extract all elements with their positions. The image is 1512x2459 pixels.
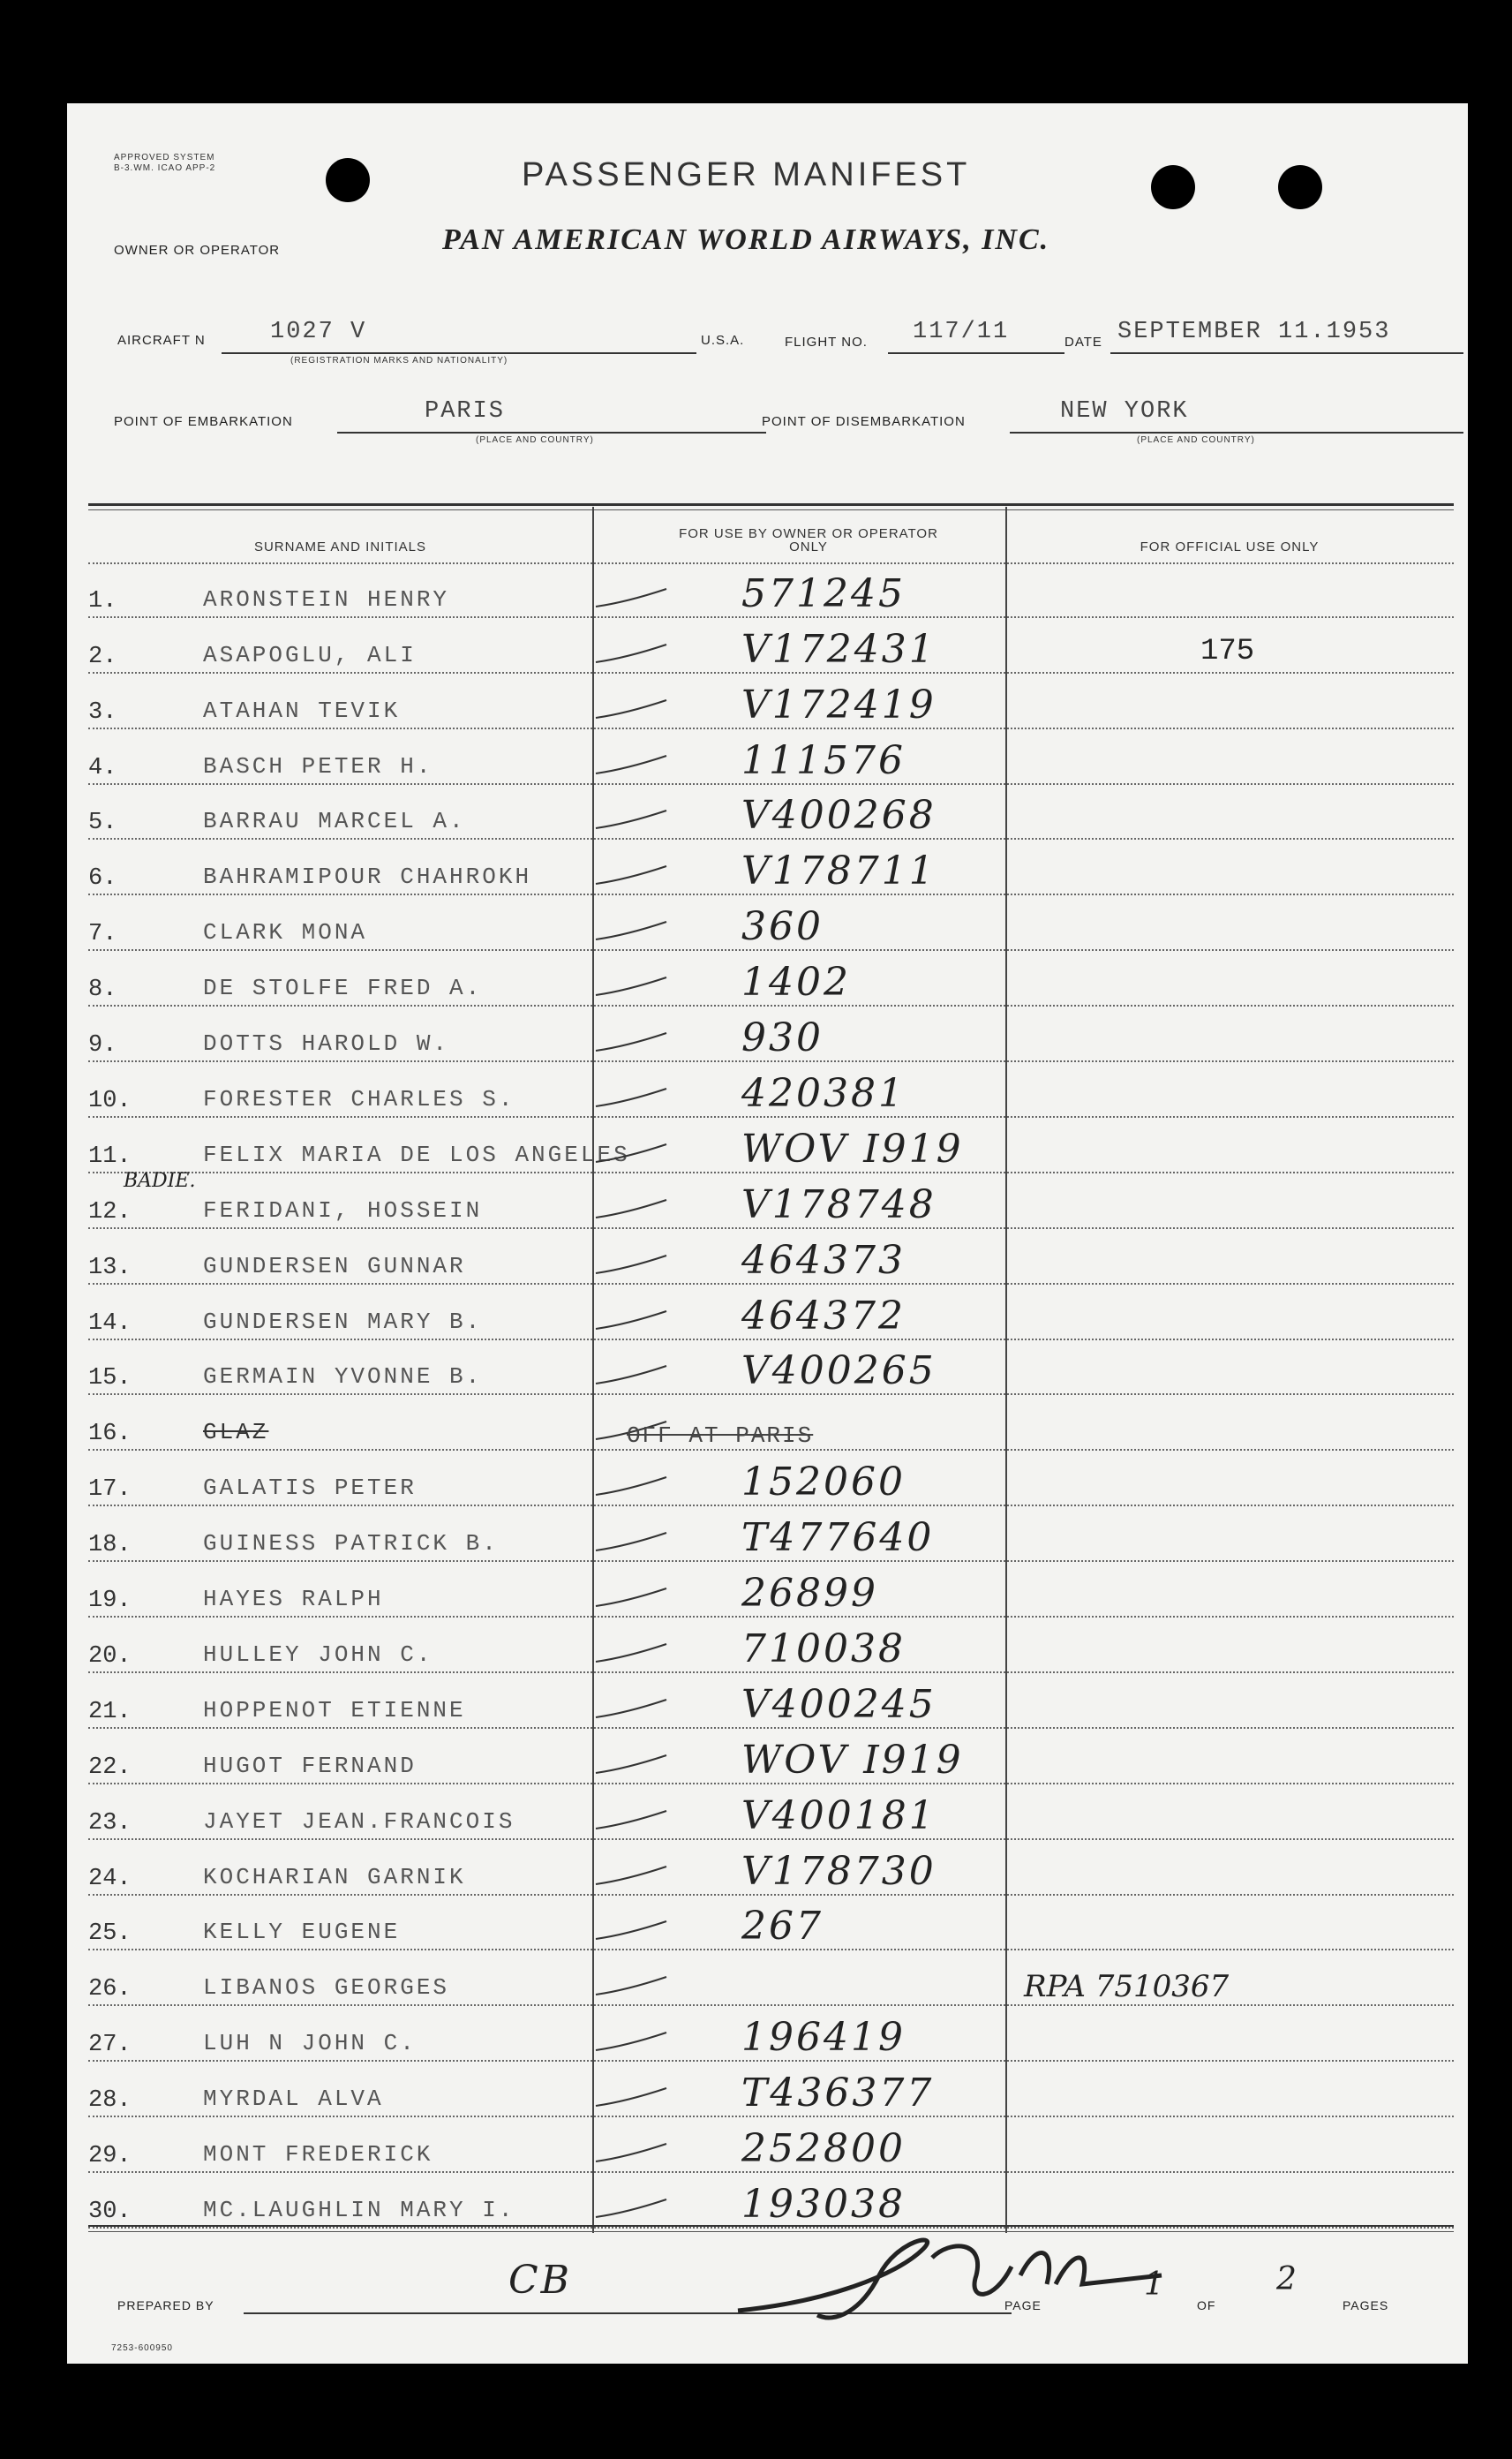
passenger-name: CLARK MONA [203, 919, 368, 947]
passenger-row [88, 1396, 1454, 1452]
passenger-row [88, 1229, 1454, 1285]
row-number: 11. [88, 1143, 132, 1170]
passenger-row [88, 729, 1454, 785]
column-header-official-use: FOR OFFICIAL USE ONLY [1140, 539, 1320, 554]
check-mark-icon [591, 1029, 671, 1055]
row-number: 13. [88, 1254, 132, 1281]
date-value: SEPTEMBER 11.1953 [1117, 319, 1391, 345]
passenger-name: GALATIS PETER [203, 1475, 417, 1502]
passport-number: 1402 [741, 960, 851, 1006]
passport-number: V178711 [741, 849, 937, 894]
row-number: 21. [88, 1698, 132, 1725]
check-mark-icon [591, 1084, 671, 1111]
passenger-row [88, 562, 1454, 618]
row-number: 24. [88, 1865, 132, 1892]
check-mark-icon [591, 1695, 671, 1722]
check-mark-icon [591, 973, 671, 999]
passport-number: T436377 [741, 2071, 935, 2116]
check-mark-icon [591, 1640, 671, 1666]
handwritten-note: BADIE. [124, 1169, 196, 1192]
check-mark-icon [591, 585, 671, 611]
passport-number: 710038 [741, 1626, 906, 1671]
passenger-row [88, 1285, 1454, 1340]
passport-number: 464373 [741, 1237, 906, 1283]
check-mark-icon [591, 751, 671, 778]
passenger-row [88, 2006, 1454, 2062]
passenger-name: JAYET JEAN.FRANCOIS [203, 1807, 515, 1835]
passport-number: V400181 [741, 1792, 937, 1838]
passenger-row [88, 1340, 1454, 1396]
column-header-surname: SURNAME AND INITIALS [253, 539, 427, 554]
row-number: 5. [88, 810, 117, 837]
check-mark-icon [591, 1362, 671, 1388]
form-code: 7253-600950 [111, 2343, 173, 2353]
passenger-row [88, 1562, 1454, 1618]
passport-number: V400245 [741, 1681, 937, 1727]
passenger-row [88, 1951, 1454, 2007]
check-mark-icon [591, 917, 671, 944]
pages-label: PAGES [1343, 2298, 1389, 2312]
row-number: 19. [88, 1588, 132, 1615]
passenger-name: HUGOT FERNAND [203, 1752, 417, 1779]
passenger-row [88, 1506, 1454, 1562]
passenger-name: FERIDANI, HOSSEIN [203, 1196, 483, 1224]
passenger-name: BASCH PETER H. [203, 752, 433, 780]
row-number: 25. [88, 1920, 132, 1948]
passenger-row [88, 1896, 1454, 1951]
passenger-row [88, 951, 1454, 1007]
passport-number: V178748 [741, 1181, 937, 1227]
row-number: 27. [88, 2032, 132, 2059]
passport-number: 196419 [741, 2015, 906, 2061]
row-number: 10. [88, 1087, 132, 1114]
row-number: 29. [88, 2143, 132, 2170]
row-number: 18. [88, 1532, 132, 1559]
check-mark-icon [591, 1862, 671, 1889]
passenger-name: HOPPENOT ETIENNE [203, 1696, 466, 1724]
row-number: 2. [88, 643, 117, 670]
passport-number: T477640 [741, 1515, 935, 1561]
check-mark-icon [591, 1251, 671, 1278]
passport-number: 267 [741, 1904, 824, 1950]
passenger-row [88, 1007, 1454, 1062]
row-number: 28. [88, 2087, 132, 2115]
passport-number: V172419 [741, 682, 937, 728]
passenger-name: FORESTER CHARLES S. [203, 1085, 515, 1113]
signature [720, 2222, 1179, 2337]
check-mark-icon [591, 806, 671, 833]
passenger-name: LIBANOS GEORGES [203, 1974, 450, 2002]
check-mark-icon [591, 1751, 671, 1777]
check-mark-icon [591, 696, 671, 722]
passport-number: OFF AT PARIS [627, 1422, 814, 1450]
row-number: 30. [88, 2198, 132, 2225]
passenger-name: GUNDERSEN MARY B. [203, 1308, 483, 1335]
passenger-row [88, 785, 1454, 841]
passenger-name: MC.LAUGHLIN MARY I. [203, 2196, 515, 2223]
passenger-row [88, 1169, 1454, 1229]
check-mark-icon [591, 862, 671, 888]
passenger-row [88, 841, 1454, 896]
passport-number: V172431 [741, 626, 937, 672]
disembark-place-note: (PLACE AND COUNTRY) [1137, 435, 1255, 445]
row-number: 16. [88, 1421, 132, 1448]
passport-number: V400265 [741, 1348, 937, 1394]
registration-note: (REGISTRATION MARKS AND NATIONALITY) [290, 356, 508, 366]
aircraft-value: 1027 V [270, 319, 367, 345]
row-number: 22. [88, 1754, 132, 1781]
passenger-row [88, 1618, 1454, 1673]
check-mark-icon [591, 1140, 671, 1166]
passport-number: 930 [741, 1015, 824, 1061]
passport-number: 111576 [741, 737, 906, 783]
row-number: 20. [88, 1642, 132, 1670]
passenger-name: HAYES RALPH [203, 1586, 384, 1613]
passport-number: 360 [741, 904, 824, 950]
row-number: 12. [88, 1198, 132, 1226]
page-label: PAGE [1004, 2298, 1042, 2312]
passenger-row [88, 2117, 1454, 2173]
embark-value: PARIS [425, 398, 506, 425]
check-mark-icon [591, 1307, 671, 1333]
binder-hole-left [326, 158, 370, 202]
prepared-label: PREPARED BY [117, 2298, 214, 2312]
passenger-name: GUNDERSEN GUNNAR [203, 1252, 466, 1279]
check-mark-icon [591, 1473, 671, 1499]
passport-number: 464372 [741, 1293, 906, 1339]
row-number: 3. [88, 698, 117, 726]
check-mark-icon [591, 2139, 671, 2166]
row-number: 17. [88, 1476, 132, 1504]
passenger-row [88, 674, 1454, 729]
passenger-name: BAHRAMIPOUR CHAHROKH [203, 864, 532, 891]
passenger-name: ASAPOGLU, ALI [203, 641, 417, 668]
passport-number: 571245 [741, 570, 906, 616]
passport-number: 152060 [741, 1460, 906, 1505]
official-note: RPA 7510367 [1024, 1969, 1230, 2005]
passport-number: 26899 [741, 1571, 878, 1617]
usa-label: U.S.A. [701, 333, 745, 348]
passenger-name: BARRAU MARCEL A. [203, 808, 466, 835]
approval-stamp: APPROVED SYSTEM B-3.WM. ICAO APP-2 [114, 153, 216, 173]
passenger-row [88, 2062, 1454, 2117]
passenger-row [88, 1451, 1454, 1506]
passenger-row [88, 1118, 1454, 1173]
aircraft-label: AIRCRAFT N [117, 333, 206, 348]
row-number: 8. [88, 977, 117, 1004]
of-value: 2 [1276, 2261, 1299, 2297]
passenger-name: LUH N JOHN C. [203, 2030, 417, 2057]
check-mark-icon [591, 1196, 671, 1222]
passport-number: WOV I919 [741, 1737, 964, 1783]
passenger-name: DOTTS HAROLD W. [203, 1030, 450, 1058]
page-value: 1 [1144, 2267, 1167, 2303]
check-mark-icon [591, 640, 671, 667]
check-mark-icon [591, 2028, 671, 2055]
of-label: OF [1197, 2298, 1216, 2312]
check-mark-icon [591, 2195, 671, 2221]
date-label: DATE [1064, 335, 1102, 350]
passport-number: 193038 [741, 2181, 906, 2227]
passenger-name: ARONSTEIN HENRY [203, 585, 450, 613]
passenger-row [88, 1673, 1454, 1729]
official-note: 175 [1200, 634, 1255, 668]
binder-hole-right-2 [1278, 165, 1322, 209]
passport-number: WOV I919 [741, 1126, 964, 1172]
passenger-name: FELIX MARIA DE LOS ANGELES [203, 1141, 630, 1168]
passenger-name: GERMAIN YVONNE B. [203, 1363, 483, 1391]
passenger-name: KOCHARIAN GARNIK [203, 1863, 466, 1890]
passport-number: V178730 [741, 1848, 937, 1894]
row-number: 1. [88, 587, 117, 615]
operator-name: PAN AMERICAN WORLD AIRWAYS, INC. [442, 223, 1050, 256]
check-mark-icon [591, 1972, 671, 1999]
passenger-row [88, 2173, 1454, 2229]
row-number: 7. [88, 921, 117, 948]
disembark-label: POINT OF DISEMBARKATION [762, 414, 966, 429]
embark-place-note: (PLACE AND COUNTRY) [476, 435, 594, 445]
passenger-row [88, 1784, 1454, 1840]
passport-number: 252800 [741, 2126, 906, 2172]
passenger-name: DE STOLFE FRED A. [203, 975, 483, 1002]
passenger-row [88, 1062, 1454, 1118]
flight-value: 117/11 [913, 319, 1010, 345]
passenger-name: MYRDAL ALVA [203, 2086, 384, 2113]
passenger-name: GUINESS PATRICK B. [203, 1530, 499, 1558]
check-mark-icon [591, 2084, 671, 2110]
check-mark-icon [591, 1584, 671, 1610]
manifest-page [67, 103, 1468, 2364]
passenger-name: GLAZ [203, 1419, 269, 1446]
prepared-initials: CB [508, 2258, 572, 2303]
column-header-owner-use: FOR USE BY OWNER OR OPERATOR ONLY [679, 526, 938, 554]
passenger-name: MONT FREDERICK [203, 2141, 433, 2169]
row-number: 26. [88, 1976, 132, 2003]
row-number: 9. [88, 1032, 117, 1060]
passenger-name: HULLEY JOHN C. [203, 1641, 433, 1668]
passenger-row [88, 1729, 1454, 1784]
passenger-row [88, 895, 1454, 951]
row-number: 23. [88, 1809, 132, 1837]
passport-number: V400268 [741, 793, 937, 839]
passport-number: 420381 [741, 1070, 906, 1116]
check-mark-icon [591, 1807, 671, 1833]
row-number: 6. [88, 865, 117, 893]
passenger-row [88, 1840, 1454, 1896]
flight-label: FLIGHT NO. [785, 335, 868, 350]
binder-hole-right-1 [1151, 165, 1195, 209]
row-number: 4. [88, 754, 117, 781]
passenger-name: ATAHAN TEVIK [203, 697, 401, 724]
passenger-name: KELLY EUGENE [203, 1919, 401, 1946]
disembark-value: NEW YORK [1060, 398, 1189, 425]
row-number: 14. [88, 1309, 132, 1337]
form-title: PASSENGER MANIFEST [522, 156, 971, 193]
check-mark-icon [591, 1917, 671, 1943]
check-mark-icon [591, 1528, 671, 1555]
embark-label: POINT OF EMBARKATION [114, 414, 293, 429]
passenger-row [88, 618, 1454, 674]
owner-label: OWNER OR OPERATOR [114, 243, 281, 258]
row-number: 15. [88, 1365, 132, 1392]
